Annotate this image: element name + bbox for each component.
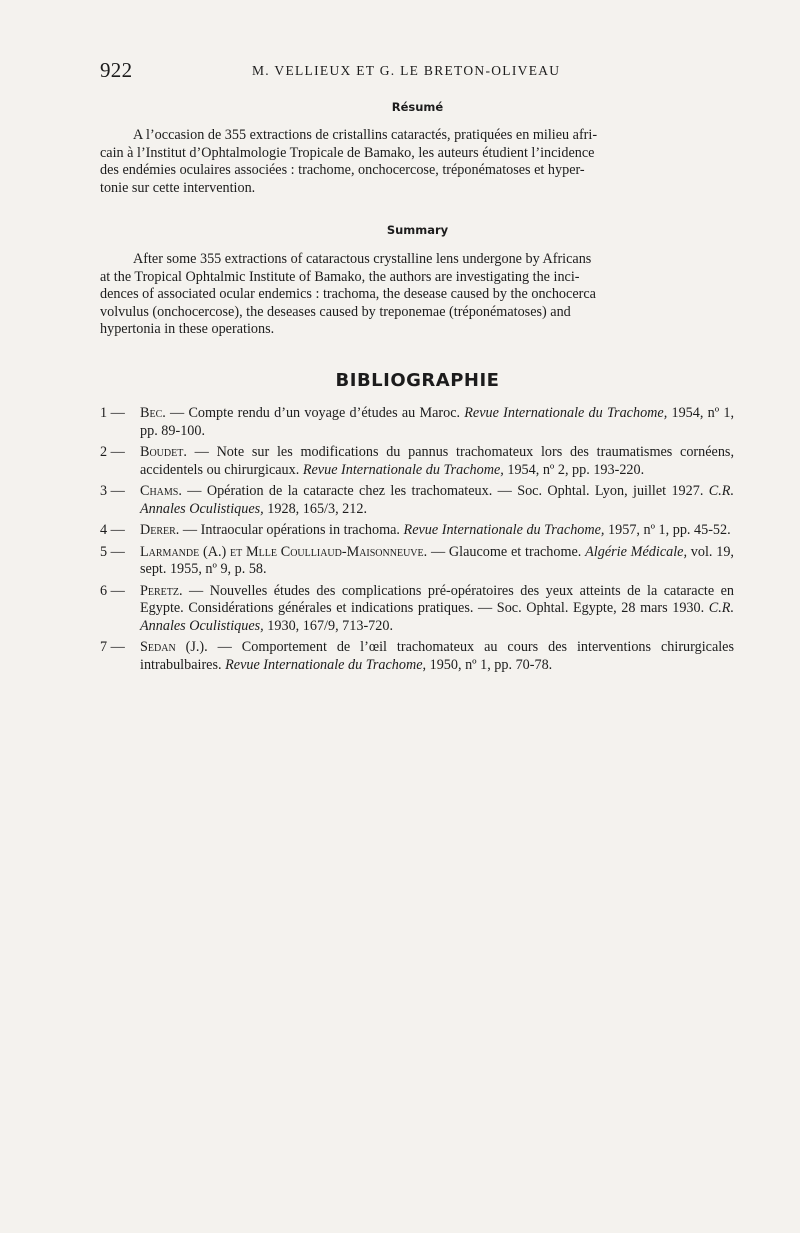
summary-line: at the Tropical Ophtalmic Institute of Bamako, the authors are investigating the inci- <box>100 268 580 285</box>
reference-author: Larmande (A.) et Mlle Coulliaud-Maisonneuve. <box>140 543 428 560</box>
reference-details: 1930, 167/9, 713-720. <box>263 617 393 634</box>
reference-number: 3 — <box>100 483 125 499</box>
reference-item <box>100 639 734 674</box>
resume-line: tonie sur cette intervention. <box>100 179 256 196</box>
resume-line: A l’occasion de 355 extractions de cristallins cataractés, pratiquées en milieu afri- <box>133 127 598 143</box>
reference-author: Peretz. <box>140 582 183 599</box>
resume-line: des endémies oculaires associées : trachome, onchocercose, tréponématoses et hyper- <box>100 162 585 178</box>
summary-line: dences of associated ocular endemics : trachoma, the desease caused by the onchocerca <box>100 286 596 302</box>
reference-number: 6 — <box>100 582 125 599</box>
resume-paragraph <box>100 127 732 197</box>
reference-details: 1928, 165/3, 212. <box>263 500 367 517</box>
reference-journal: Revue Internationale du Trachome, <box>464 405 668 421</box>
summary-line: After some 355 extractions of cataractous crystalline lens undergone by Africans <box>133 251 592 267</box>
reference-text: — Note sur les modifications du pannus trachomateux lors des traumatismes cornéens, accidentels ou chirurgicaux. <box>140 444 734 478</box>
reference-text: — Glaucome et trachome. <box>427 543 586 560</box>
reference-item <box>100 583 734 636</box>
reference-details: 1954, nº 1, pp. 89-100. <box>140 405 735 439</box>
page-number: 922 <box>100 58 133 82</box>
reference-journal: Revue Internationale du Trachome, <box>403 522 605 538</box>
reference-item <box>100 405 734 440</box>
reference-author: Derer. <box>140 522 180 538</box>
reference-item <box>100 483 734 518</box>
reference-text: — Compte rendu d’un voyage d’études au Maroc. <box>165 405 465 421</box>
reference-details: vol. 19, sept. 1955, nº 9, p. 58. <box>140 543 734 577</box>
reference-text: — Nouvelles études des complications pré-opératoires des yeux atteints de la cataracte en Egypte. Considérations générales et indications pratiques. — Soc. Ophtal. Egypte, 28 mars 1930. <box>140 582 734 616</box>
reference-text: — Intraocular opérations in trachoma. <box>179 522 404 538</box>
reference-item <box>100 544 734 579</box>
running-head: M. VELLIEUX ET G. LE BRETON-OLIVEAU <box>252 63 561 78</box>
reference-author: Chams. <box>140 483 182 499</box>
reference-text: — Opération de la cataracte chez les trachomateux. — Soc. Ophtal. Lyon, juillet 1927. <box>181 483 709 499</box>
summary-title: Summary <box>386 223 449 237</box>
reference-details: 1954, nº 2, pp. 193-220. <box>503 461 645 478</box>
summary-line: volvulus (onchocercose), the deseases caused by treponemae (tréponématoses) and <box>100 303 571 320</box>
resume-line: cain à l’Institut d’Ophtalmologie Tropicale de Bamako, les auteurs étudient l’incidence <box>100 144 595 161</box>
reference-journal: C.R. Annales Oculistiques, <box>140 483 734 517</box>
reference-number: 1 — <box>100 405 125 421</box>
summary-paragraph <box>100 251 732 339</box>
reference-journal: Algérie Médicale, <box>585 543 688 560</box>
summary-line: hypertonia in these operations. <box>100 321 275 337</box>
bibliography-list <box>100 405 734 678</box>
reference-item <box>100 522 734 540</box>
reference-number: 2 — <box>100 444 125 460</box>
reference-author: Bec. <box>140 405 166 421</box>
reference-details: 1957, nº 1, pp. 45-52. <box>604 522 731 538</box>
reference-number: 5 — <box>100 543 125 560</box>
reference-author: Sedan (J.). <box>140 639 208 655</box>
reference-journal: Revue Internationale du Trachome, <box>225 656 427 673</box>
bibliography-title: BIBLIOGRAPHIE <box>335 370 500 391</box>
reference-journal: Revue Internationale du Trachome, <box>302 461 504 478</box>
resume-title: Résumé <box>391 100 444 114</box>
reference-details: 1950, nº 1, pp. 70-78. <box>426 656 553 673</box>
reference-number: 4 — <box>100 522 125 538</box>
reference-text: — Comportement de l’œil trachomateux au cours des interventions chirurgicales intrabulbaires. <box>140 639 734 673</box>
reference-number: 7 — <box>100 639 125 655</box>
reference-author: Boudet. <box>140 444 187 460</box>
page-header <box>100 58 735 84</box>
reference-item <box>100 444 734 479</box>
reference-journal: C.R. Annales Oculistiques, <box>140 600 734 634</box>
